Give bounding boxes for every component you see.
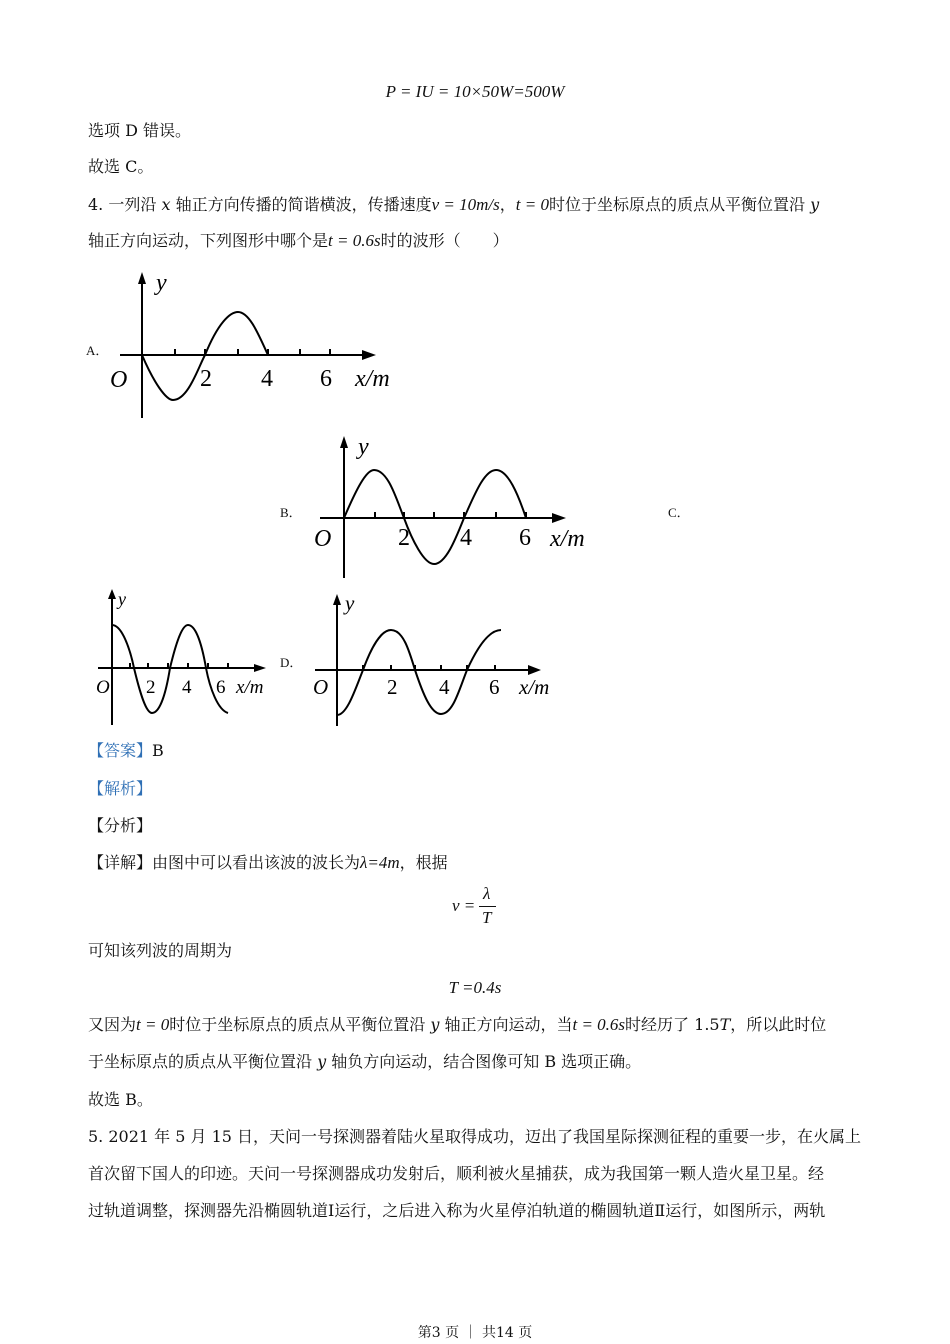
origin-label: O bbox=[110, 367, 128, 393]
option-d-wrong-text: 选项 D 错误。 bbox=[88, 121, 192, 140]
tick-6: 6 bbox=[320, 366, 332, 392]
x-unit-label: x/m bbox=[236, 677, 264, 698]
y-label: y bbox=[156, 270, 167, 296]
q4-line-2: 轴正方向运动，下列图形中哪个是t = 0.6s时的波形（ ） bbox=[88, 231, 509, 250]
explain-line-1: 又因为t = 0时位于坐标原点的质点从平衡位置沿 y 轴正方向运动，当t = 0.6s时经历了 1.5T，所以此时位 bbox=[88, 1015, 827, 1034]
option-a-graph bbox=[100, 268, 420, 423]
x-arrow bbox=[528, 665, 541, 675]
tick-4: 4 bbox=[182, 677, 192, 698]
option-c-label: C． bbox=[668, 505, 690, 520]
y-label: y bbox=[118, 589, 126, 609]
option-b-graph bbox=[300, 432, 610, 582]
wave-speed-formula: v = λ T bbox=[452, 884, 512, 930]
tick-6: 6 bbox=[216, 677, 226, 698]
x-unit-label: x/m bbox=[519, 675, 550, 699]
choose-c-text: 故选 C。 bbox=[88, 157, 154, 176]
tick-4: 4 bbox=[261, 366, 273, 392]
tick-2: 2 bbox=[146, 677, 156, 698]
wave-curve bbox=[337, 630, 501, 715]
q5-line-1: 5. 2021 年 5 月 15 日，天问一号探测器着陆火星取得成功，迈出了我国星际探测征程的重要一步，在火属上 bbox=[88, 1127, 862, 1146]
tick-2: 2 bbox=[398, 525, 410, 551]
y-label: y bbox=[345, 591, 355, 615]
tick-6: 6 bbox=[519, 525, 531, 551]
answer-line: 【答案】B bbox=[88, 741, 164, 760]
explain-line-2: 于坐标原点的质点从平衡位置沿 y 轴负方向运动，结合图像可知 B 选项正确。 bbox=[88, 1052, 642, 1071]
analysis-tag: 【解析】 bbox=[88, 779, 153, 798]
x-unit-label: x/m bbox=[355, 366, 390, 392]
period-text: 可知该列波的周期为 bbox=[88, 941, 233, 960]
page-footer: 第3 页 ｜ 共14 页 bbox=[417, 1325, 533, 1341]
origin-label: O bbox=[313, 675, 329, 699]
y-arrow bbox=[333, 594, 341, 605]
option-c-graph bbox=[90, 585, 280, 730]
x-unit-label: x/m bbox=[550, 526, 585, 552]
period-equation: T =0.4s bbox=[448, 978, 502, 997]
tick-2: 2 bbox=[200, 366, 212, 392]
fraction-bar bbox=[479, 906, 496, 907]
tick-4: 4 bbox=[439, 675, 450, 699]
y-arrow bbox=[138, 272, 146, 284]
x-arrow bbox=[552, 513, 566, 523]
option-d-graph bbox=[305, 590, 570, 730]
q5-line-3: 过轨道调整，探测器先沿椭圆轨道Ⅰ运行，之后进入称为火星停泊轨道的椭圆轨道Ⅱ运行，如图所示，两轨 bbox=[88, 1201, 826, 1220]
option-b-label: B． bbox=[280, 505, 302, 520]
y-label: y bbox=[358, 434, 369, 460]
q5-line-2: 首次留下国人的印迹。天问一号探测器成功发射后，顺利被火星捕获，成为我国第一颗人造火星卫星。经 bbox=[88, 1164, 825, 1183]
detail-line: 【详解】由图中可以看出该波的波长为λ=4m，根据 bbox=[88, 853, 448, 872]
option-d-label: D． bbox=[280, 655, 303, 670]
x-arrow bbox=[254, 664, 266, 672]
power-equation: P = IU = 10×50W=500W bbox=[385, 82, 565, 101]
origin-label: O bbox=[96, 677, 110, 698]
tick-2: 2 bbox=[387, 675, 398, 699]
tick-4: 4 bbox=[460, 525, 472, 551]
y-arrow bbox=[108, 589, 116, 599]
choose-b-text: 故选 B。 bbox=[88, 1090, 153, 1109]
q4-line-1: 4. 一列沿 x 轴正方向传播的简谐横波，传播速度v = 10m/s，t = 0时位于坐标原点的质点从平衡位置沿 y bbox=[88, 195, 820, 214]
origin-label: O bbox=[314, 526, 332, 552]
y-arrow bbox=[340, 436, 348, 448]
x-arrow bbox=[362, 350, 376, 360]
tick-6: 6 bbox=[489, 675, 500, 699]
fenxi-tag: 【分析】 bbox=[88, 816, 153, 835]
option-a-label: A． bbox=[86, 343, 109, 358]
